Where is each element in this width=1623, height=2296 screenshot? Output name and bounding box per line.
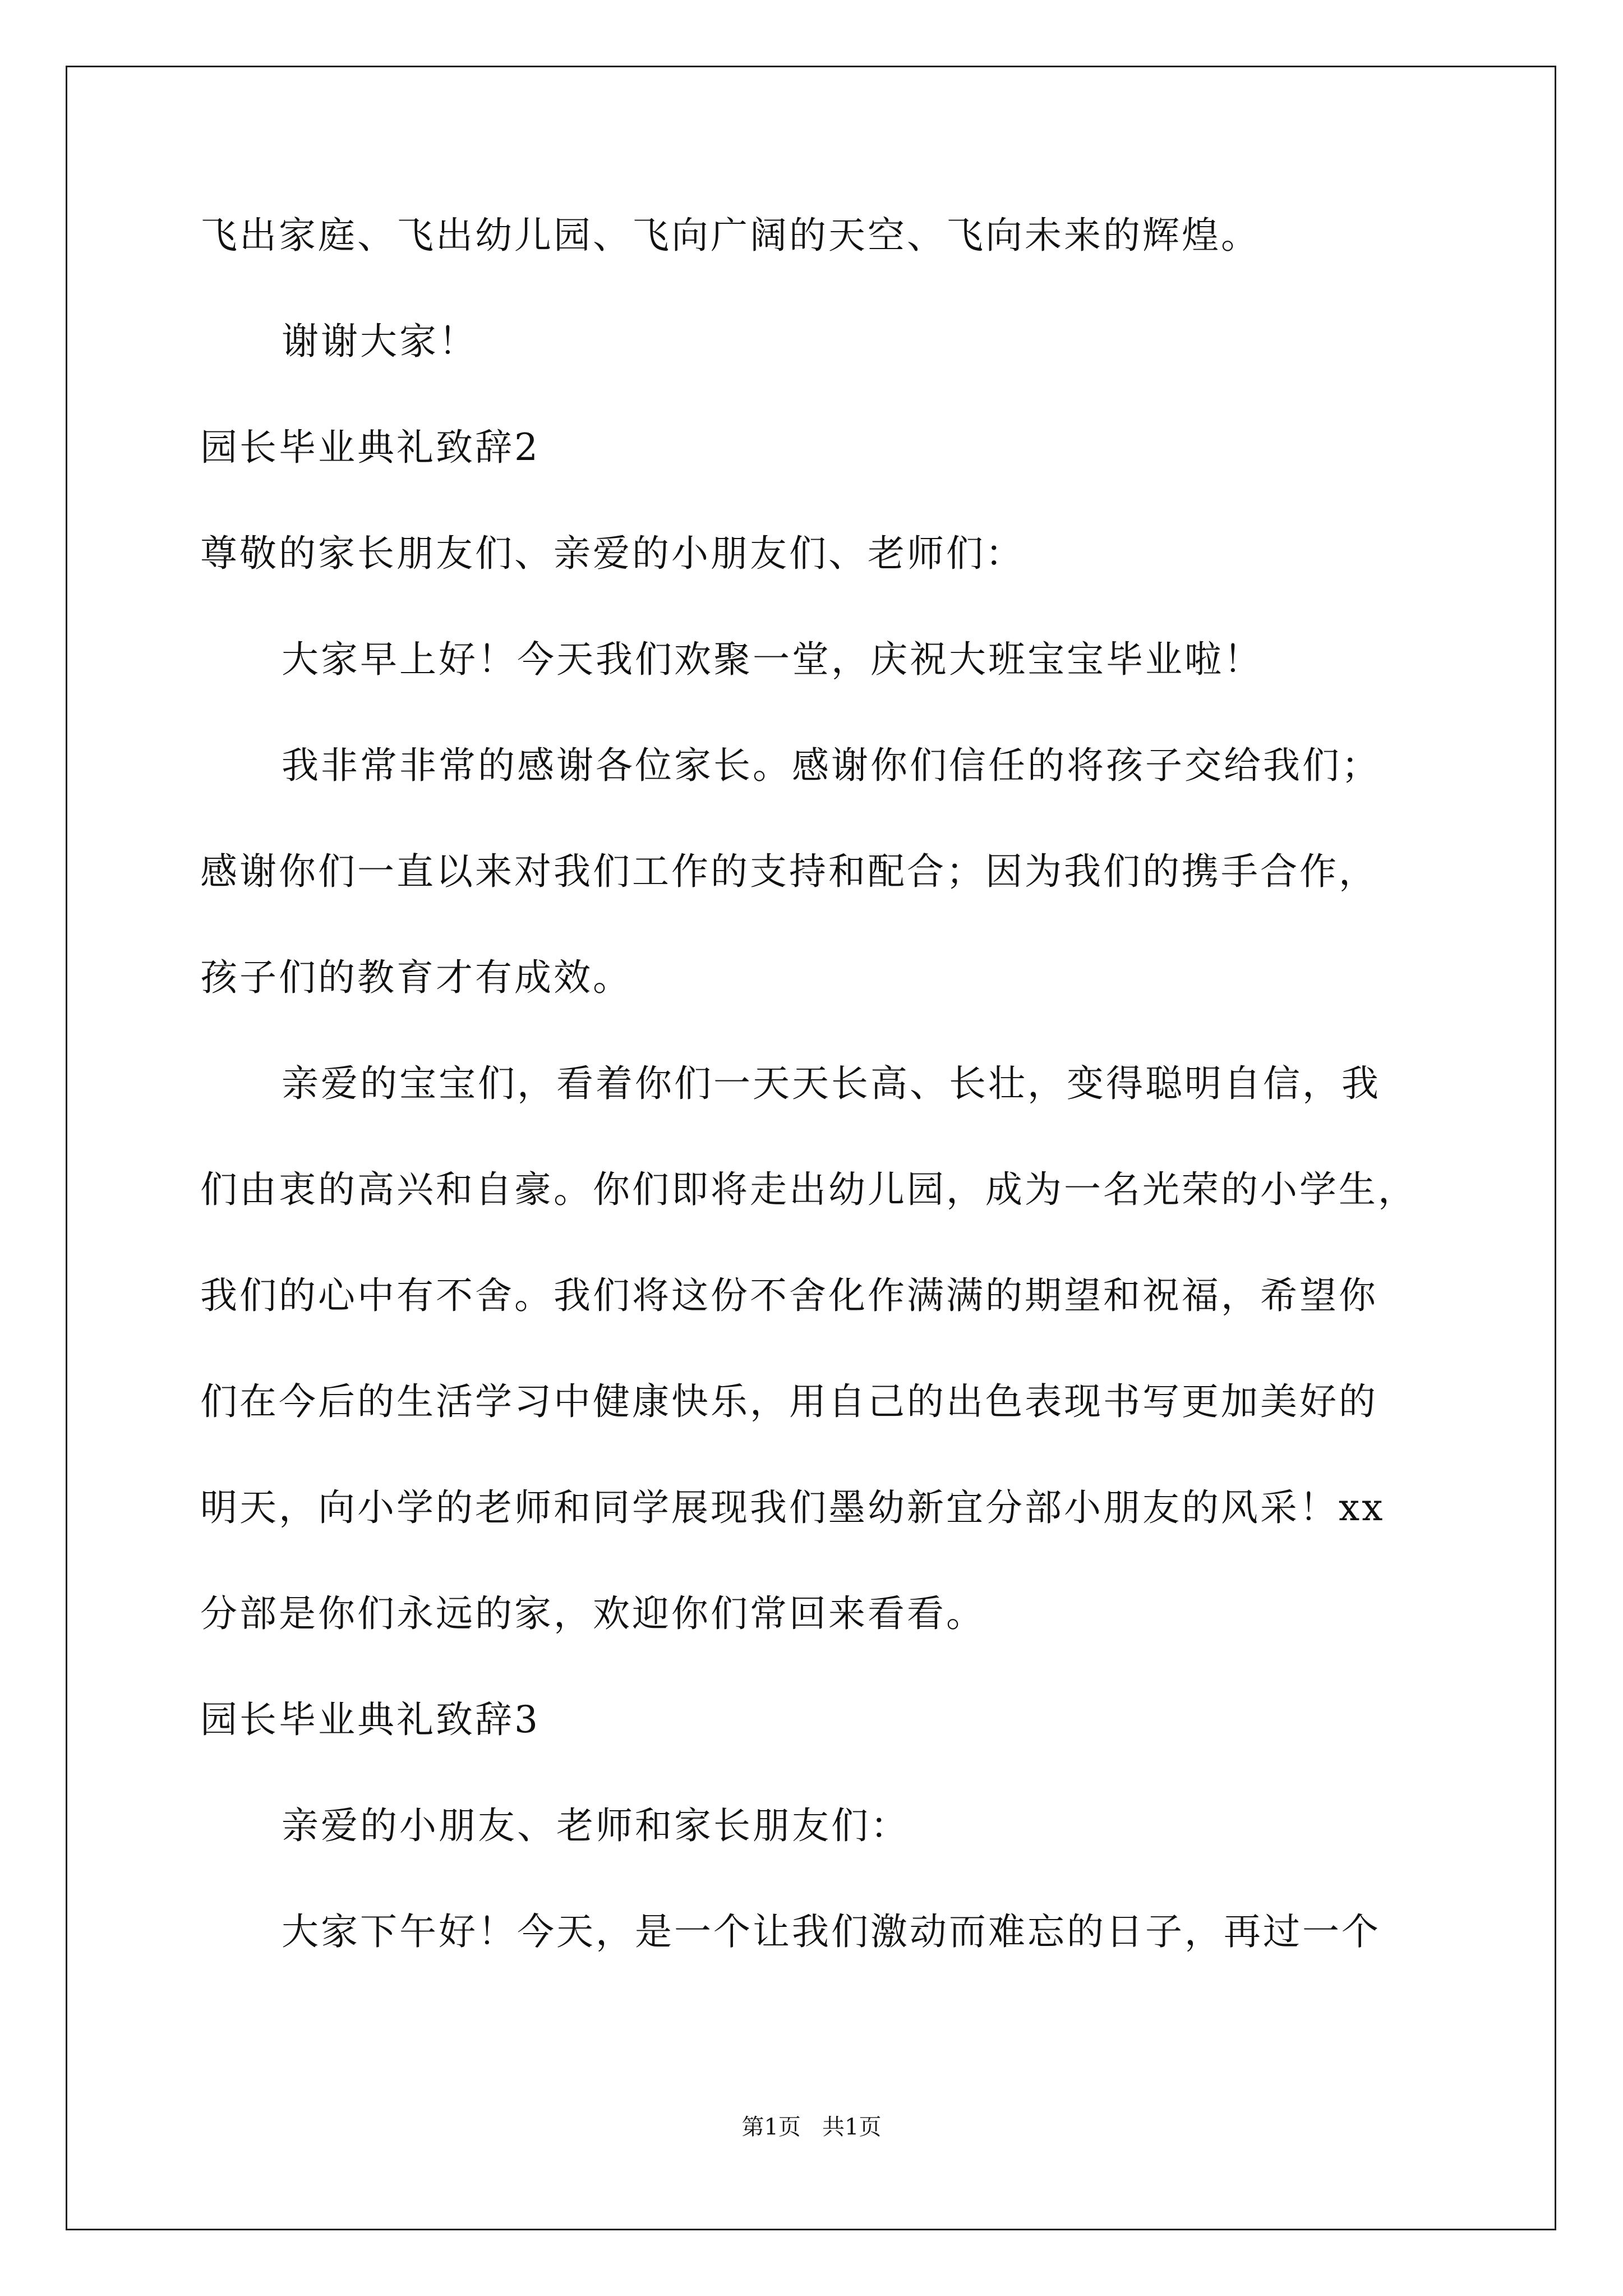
text-line: 谢谢大家！ [282, 320, 478, 363]
text-line: 们由衷的高兴和自豪。你们即将走出幼儿园，成为一名光荣的小学生， [200, 1168, 1417, 1211]
section-heading: 园长毕业典礼致辞2 [200, 426, 540, 469]
text-line: 我非常非常的感谢各位家长。感谢你们信任的将孩子交给我们； [282, 744, 1381, 787]
text-line: 亲爱的宝宝们，看着你们一天天长高、长壮，变得聪明自信，我 [282, 1062, 1381, 1105]
text-line: 明天，向小学的老师和同学展现我们墨幼新宜分部小朋友的风采！xx [200, 1486, 1385, 1529]
text-line: 分部是你们永远的家，欢迎你们常回来看看。 [200, 1592, 985, 1635]
text-line: 大家下午好！今天，是一个让我们激动而难忘的日子，再过一个 [282, 1910, 1381, 1953]
salutation: 尊敬的家长朋友们、亲爱的小朋友们、老师们： [200, 532, 1025, 575]
text-line: 孩子们的教育才有成效。 [200, 956, 632, 999]
text-line: 大家早上好！今天我们欢聚一堂，庆祝大班宝宝毕业啦！ [282, 638, 1263, 681]
page-border [66, 66, 1556, 2230]
text-line: 感谢你们一直以来对我们工作的支持和配合；因为我们的携手合作， [200, 850, 1378, 893]
text-line: 飞出家庭、飞出幼儿园、飞向广阔的天空、飞向未来的辉煌。 [200, 214, 1260, 257]
page-number-footer: 第1页 共1页 [741, 2114, 882, 2140]
text-line: 我们的心中有不舍。我们将这份不舍化作满满的期望和祝福，希望你 [200, 1274, 1378, 1317]
section-heading: 园长毕业典礼致辞3 [200, 1698, 540, 1741]
text-line: 们在今后的生活学习中健康快乐，用自己的出色表现书写更加美好的 [200, 1380, 1378, 1423]
salutation: 亲爱的小朋友、老师和家长朋友们： [282, 1804, 910, 1847]
